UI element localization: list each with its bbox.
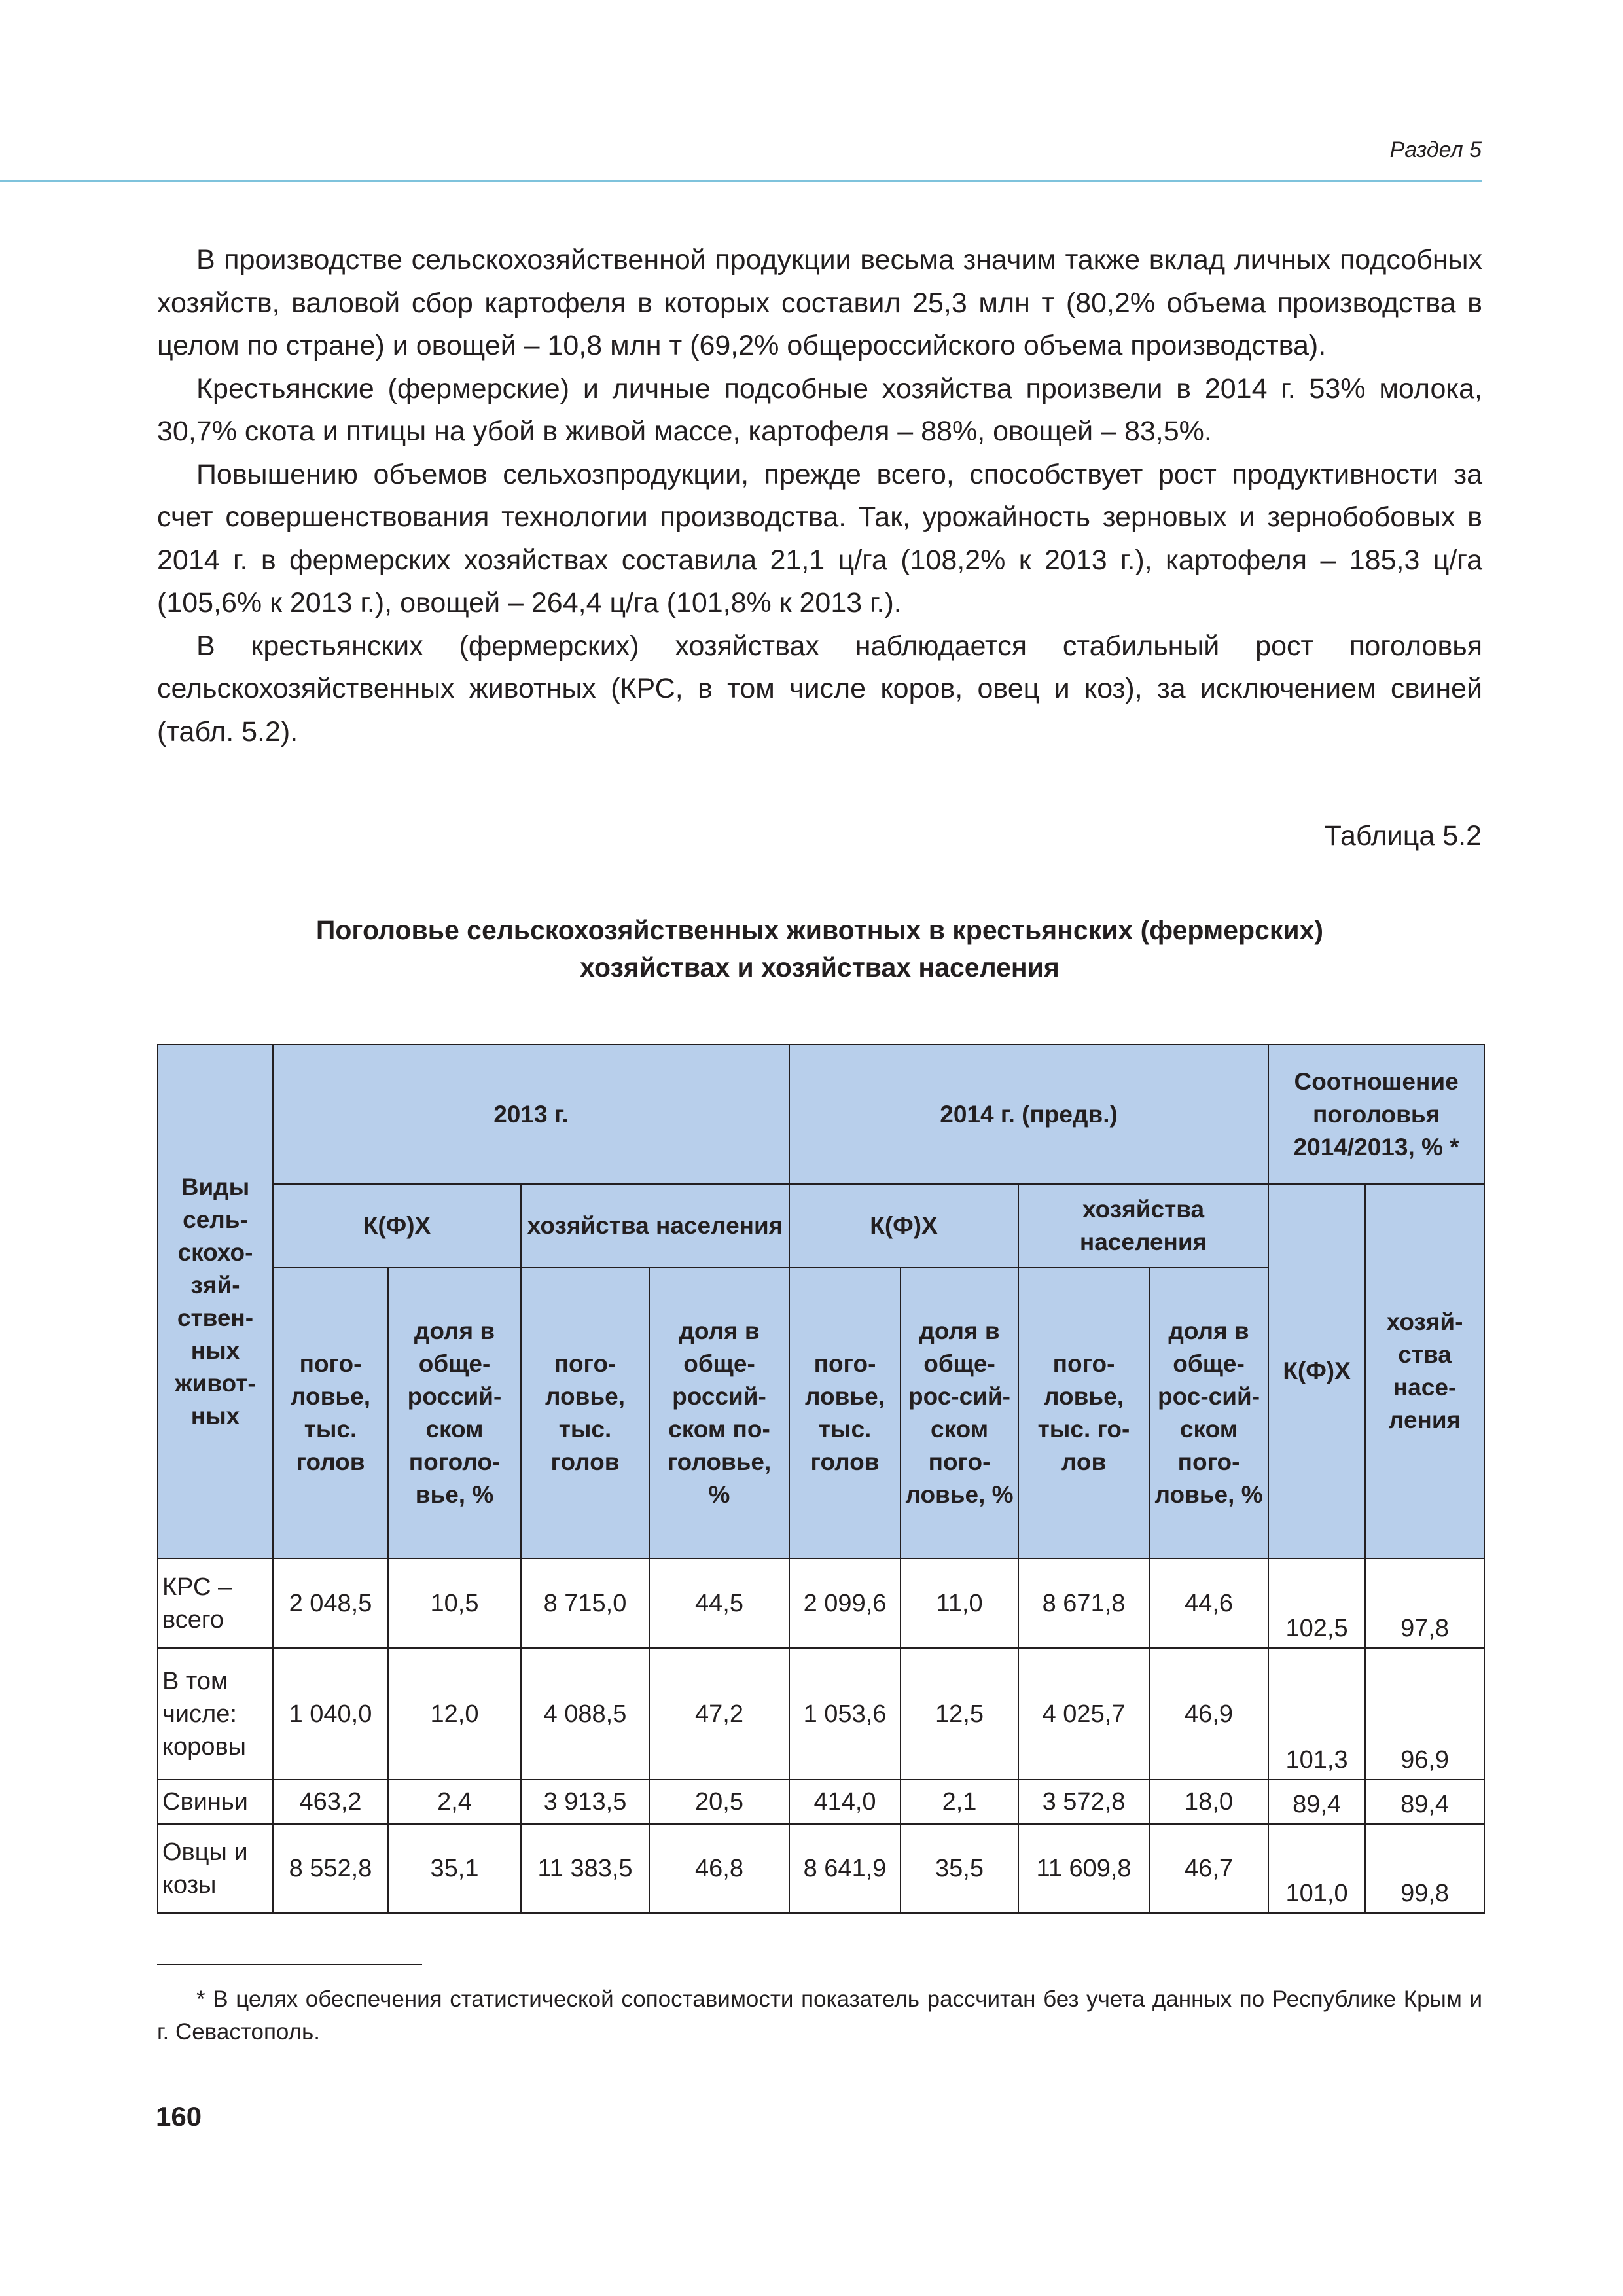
- livestock-table: [157, 1044, 1485, 1914]
- page-number: 160: [156, 2101, 202, 2132]
- cell-value: 12,0: [388, 1648, 521, 1780]
- cell-value: 18,0: [1149, 1780, 1268, 1824]
- row-label: КРС – всего: [158, 1558, 273, 1648]
- cell-ratio: 101,0: [1268, 1824, 1365, 1913]
- cell-value: 46,9: [1149, 1648, 1268, 1780]
- cell-value: 35,5: [901, 1824, 1018, 1913]
- cell-value: 10,5: [388, 1558, 521, 1648]
- cell-ratio: 99,8: [1365, 1824, 1484, 1913]
- cell-value: 2,4: [388, 1780, 521, 1824]
- header-kind: Виды сель-скохо-зяй-ствен-ных живот-ных: [158, 1045, 273, 1558]
- cell-value: 12,5: [901, 1648, 1018, 1780]
- cell-value: 8 671,8: [1018, 1558, 1149, 1648]
- cell-ratio: 102,5: [1268, 1558, 1365, 1648]
- cell-ratio: 97,8: [1365, 1558, 1484, 1648]
- cell-value: 11 383,5: [521, 1824, 649, 1913]
- cell-value: 8 552,8: [273, 1824, 388, 1913]
- cell-ratio: 89,4: [1365, 1780, 1484, 1824]
- cell-value: 414,0: [789, 1780, 901, 1824]
- table-row: [158, 1824, 1484, 1913]
- cell-value: 47,2: [649, 1648, 789, 1780]
- header-2014-hh-share: доля в обще-рос-сий-ском пого-ловье, %: [1149, 1268, 1268, 1558]
- cell-value: 46,8: [649, 1824, 789, 1913]
- table-row: [158, 1558, 1484, 1648]
- cell-value: 2 048,5: [273, 1558, 388, 1648]
- header-2013-hh-head: пого-ловье, тыс. голов: [521, 1268, 649, 1558]
- cell-value: 1 040,0: [273, 1648, 388, 1780]
- cell-value: 3 572,8: [1018, 1780, 1149, 1824]
- table-row: [158, 1780, 1484, 1824]
- header-ratio-kfx: К(Ф)Х: [1268, 1184, 1365, 1558]
- header-rule: [0, 180, 1482, 182]
- paragraph-2: Крестьянские (фермерские) и личные подсобные хозяйства произвели в 2014 г. 53% молока, 30,7% скота и птицы на убой в живой массе, картофеля – 88%, овощей – 83,5%.: [157, 372, 1482, 447]
- header-2013-households: хозяйства населения: [521, 1184, 789, 1268]
- cell-value: 8 715,0: [521, 1558, 649, 1648]
- cell-ratio: 96,9: [1365, 1648, 1484, 1780]
- cell-value: 11 609,8: [1018, 1824, 1149, 1913]
- header-2013: 2013 г.: [273, 1045, 789, 1184]
- header-ratio: Соотношение поголовья 2014/2013, % *: [1268, 1045, 1484, 1184]
- section-label: Раздел 5: [1389, 137, 1482, 162]
- row-label: В том числе: коровы: [158, 1648, 273, 1780]
- cell-value: 3 913,5: [521, 1780, 649, 1824]
- table-number: Таблица 5.2: [1324, 820, 1482, 852]
- cell-value: 11,0: [901, 1558, 1018, 1648]
- header-2013-hh-share: доля в обще-россий-ском по-головье, %: [649, 1268, 789, 1558]
- table-row: [158, 1648, 1484, 1780]
- cell-value: 44,6: [1149, 1558, 1268, 1648]
- header-ratio-households: хозяй-ства насе-ления: [1365, 1184, 1484, 1558]
- paragraph-4: В крестьянских (фермерских) хозяйствах наблюдается стабильный рост поголовья сельскохозяйственных животных (КРС, в том числе коров, овец и коз), за исключением свиней (табл. 5.2).: [157, 630, 1482, 747]
- cell-value: 4 025,7: [1018, 1648, 1149, 1780]
- row-label: Свиньи: [158, 1780, 273, 1824]
- header-2014-households: хозяйства населения: [1018, 1184, 1268, 1268]
- cell-value: 463,2: [273, 1780, 388, 1824]
- cell-value: 2 099,6: [789, 1558, 901, 1648]
- cell-value: 35,1: [388, 1824, 521, 1913]
- header-2013-kfx-share: доля в обще-россий-ском поголо-вье, %: [388, 1268, 521, 1558]
- footnote: [157, 1983, 1482, 2049]
- table-title: [157, 912, 1482, 986]
- row-label: Овцы и козы: [158, 1824, 273, 1913]
- footnote-rule: [157, 1964, 422, 1965]
- header-2014: 2014 г. (предв.): [789, 1045, 1268, 1184]
- cell-ratio: 89,4: [1268, 1780, 1365, 1824]
- body-text: [157, 239, 1482, 753]
- header-2014-hh-head: пого-ловье, тыс. го-лов: [1018, 1268, 1149, 1558]
- cell-value: 46,7: [1149, 1824, 1268, 1913]
- table-title-line-2: хозяйствах и хозяйствах населения: [580, 952, 1060, 982]
- paragraph-1: В производстве сельскохозяйственной продукции весьма значим также вклад личных подсобных хозяйств, валовой сбор картофеля в которых составил 25,3 млн т (80,2% объема производства в целом по стране) и овощей – 10,8 млн т (69,2% общероссийского объема производства).: [157, 244, 1482, 361]
- header-2014-kfx-head: пого-ловье, тыс. голов: [789, 1268, 901, 1558]
- cell-value: 2,1: [901, 1780, 1018, 1824]
- cell-value: 4 088,5: [521, 1648, 649, 1780]
- cell-value: 8 641,9: [789, 1824, 901, 1913]
- cell-value: 20,5: [649, 1780, 789, 1824]
- footnote-text: * В целях обеспечения статистической сопоставимости показатель рассчитан без учета данных по Республике Крым и г. Севастополь.: [157, 1986, 1482, 2045]
- header-2014-kfx: К(Ф)Х: [789, 1184, 1018, 1268]
- cell-value: 1 053,6: [789, 1648, 901, 1780]
- cell-ratio: 101,3: [1268, 1648, 1365, 1780]
- header-2014-kfx-share: доля в обще-рос-сий-ском пого-ловье, %: [901, 1268, 1018, 1558]
- table-title-line-1: Поголовье сельскохозяйственных животных в крестьянских (фермерских): [315, 915, 1324, 945]
- paragraph-3: Повышению объемов сельхозпродукции, прежде всего, способствует рост продуктивности за счет совершенствования технологии производства. Так, урожайность зерновых и зернобобовых в 2014 г. в фермерских хозяйствах составила 21,1 ц/га (108,2% к 2013 г.), картофеля – 185,3 ц/га (105,6% к 2013 г.), овощей – 264,4 ц/га (101,8% к 2013 г.).: [157, 458, 1482, 619]
- cell-value: 44,5: [649, 1558, 789, 1648]
- header-2013-kfx: К(Ф)Х: [273, 1184, 521, 1268]
- header-2013-kfx-head: пого-ловье, тыс. голов: [273, 1268, 388, 1558]
